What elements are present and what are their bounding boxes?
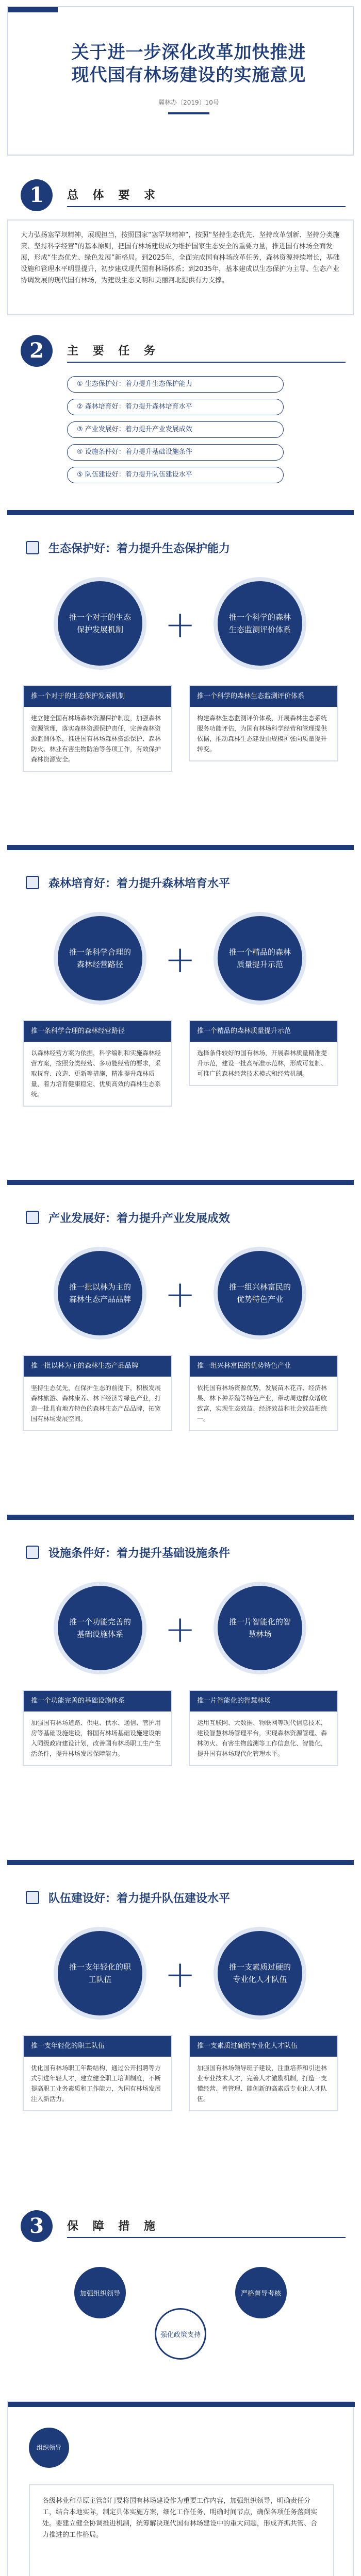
task-list-item: ④ 设施条件好：着力提升基础设施条件 — [67, 444, 284, 461]
card-heading: 推一个对于的生态保护发展机制 — [24, 686, 171, 707]
section-3-rule — [67, 2237, 346, 2238]
card-heading: 推一支年轻化的职工队伍 — [24, 2036, 171, 2057]
card-heading: 推一支素质过硬的专业化人才队伍 — [190, 2036, 337, 2057]
plus-icon: + — [165, 1273, 196, 1316]
measure-circle: 强化政策支持 — [155, 2308, 206, 2360]
task-3-card-right — [189, 1355, 338, 1431]
task-5-panel — [7, 1860, 354, 2179]
title-line-1: 关于进一步深化改革加快推进 — [71, 42, 306, 63]
task-1-card-left — [23, 685, 172, 772]
document-number: 冀林办〔2019〕10号 — [158, 99, 219, 106]
card-text: 加强国有林场领导班子建设，注重培养和引进林业专业技术人才，完善人才激励机制，打造一支懂经营、善管理、能创新的高素质专业化人才队伍。 — [197, 2064, 327, 2103]
task-2-card-right — [189, 1020, 338, 1086]
measure-circle: 加强组织领导 — [74, 2267, 126, 2318]
section-1-body: 大力弘扬塞罕坝精神，展现担当，按照国家“塞罕坝精神”，按照“坚持生态优先、坚持改革创新、坚持分类施策、坚持科学经营”的基本原则，把国有林场建设成为维护国家生态安全的重要力量，推进国有林场全面发展，形成“生态优先、绿色发展”新格局。到2025年，全面完成国有林场改革任务，森林资源持续增长，基础设施和管理水平明显提升，初步建成现代国有林场体系；到2035年，基本建成以生态保护为主导、生态产业协调发展的现代国有林场，为建设生态文明和美丽河北提供有力支撑。 — [21, 231, 340, 284]
section-3-title: 保 障 措 施 — [67, 2220, 160, 2233]
task-list-item: ① 生态保护好：着力提升生态保护能力 — [67, 376, 284, 393]
task-list-item: ③ 产业发展好：着力提升产业发展成效 — [67, 421, 284, 438]
card-heading: 推一个精品的森林质量提升示范 — [190, 1021, 337, 1042]
block-tag: 组织领导 — [29, 2428, 69, 2468]
section-1-title: 总 体 要 求 — [67, 189, 160, 202]
title-underline — [168, 112, 209, 114]
task-list — [67, 376, 284, 483]
card-heading: 推一组兴林富民的优势特色产业 — [190, 1356, 337, 1377]
plus-icon: + — [165, 603, 196, 646]
task-2-card-left — [23, 1020, 172, 1107]
plus-icon: + — [165, 1953, 196, 1996]
header-card — [7, 6, 354, 156]
task-4-top-bar — [7, 1515, 354, 1520]
section-1-number: 1 — [21, 179, 53, 211]
task-1-circle-left: 推一个对于的生态保护发展机制 — [54, 577, 146, 670]
card-heading: 推一个功能完善的基础设施体系 — [24, 1691, 171, 1711]
section-3-number: 3 — [21, 2210, 53, 2242]
task-1-top-bar — [7, 510, 354, 515]
people-icon — [26, 1891, 39, 1904]
task-3-card-left — [23, 1355, 172, 1431]
section-2-rule — [67, 362, 346, 363]
task-4-panel — [7, 1515, 354, 1834]
task-3-circle-right: 推一组兴林富民的优势特色产业 — [214, 1247, 306, 1340]
measure-circle: 严格督导考核 — [235, 2267, 287, 2318]
card-text: 建立健全国有林场森林资源保护制度，加强森林资源管理，落实森林资源保护责任，完善森林资源监测体系，推进国有林场森林资源保护、森林防火、林业有害生物防治等各项工作，有效保护森林资源安全。 — [31, 715, 161, 763]
task-list-item: ② 森林培育好：着力提升森林培育水平 — [67, 399, 284, 415]
task-5-title: 队伍建设好：着力提升队伍建设水平 — [48, 1892, 231, 1905]
task-5-circle-right: 推一支素质过硬的专业化人才队伍 — [214, 1927, 306, 2020]
task-5-card-left — [23, 2035, 172, 2111]
task-2-top-bar — [7, 845, 354, 850]
block-top-bar — [8, 2402, 355, 2407]
task-1-card-right — [189, 685, 338, 761]
section-1-box — [7, 219, 354, 315]
task-5-top-bar — [7, 1860, 354, 1865]
task-4-card-left — [23, 1690, 172, 1766]
measure-block-1 — [7, 2401, 354, 2576]
building-icon — [26, 1546, 39, 1559]
card-text: 加强国有林场道路、供电、供水、通信、管护用房等基础设施建设，将国有林场基础设施建设纳入同级政府建设计划，改善国有林场职工生产生活条件，提升林场发展保障能力。 — [31, 1719, 161, 1757]
task-4-card-right — [189, 1690, 338, 1766]
task-4-title: 设施条件好：着力提升基础设施条件 — [48, 1547, 231, 1560]
plus-icon: + — [165, 938, 196, 981]
card-heading: 推一条科学合理的森林经营路径 — [24, 1021, 171, 1042]
leaf-icon — [26, 541, 39, 554]
task-2-circle-right: 推一个精品的森林质量提升示范 — [214, 912, 306, 1005]
card-text: 选择条件较好的国有林场，开展森林质量精准提升示范，建设一批高标准示范林，形成可复制、可推广的森林经营技术模式和经营机制。 — [197, 1049, 327, 1077]
header-accent-bar — [8, 7, 58, 12]
card-text: 优化国有林场职工年龄结构，通过公开招聘等方式引进年轻人才，建立健全职工培训制度，不断提高职工业务素质和工作能力，为国有林场发展注入新活力。 — [31, 2064, 161, 2103]
card-text: 坚持生态优先，在保护生态的前提下，积极发展森林旅游、森林康养、林下经济等绿色产业，打造一批具有地方特色的森林生态产品品牌，拓宽国有林场发展空间。 — [31, 1384, 161, 1422]
document-title — [29, 41, 349, 87]
card-text: 以森林经营方案为依据，科学编制和实施森林经营方案，按照分类经营、多功能经营的要求，采取抚育、改造、更新等措施，精准提升森林质量，着力培育健康稳定、优质高效的森林生态系统。 — [31, 1049, 161, 1098]
card-heading: 推一片智能化的智慧林场 — [190, 1691, 337, 1711]
card-text: 运用互联网、大数据、物联网等现代信息技术，建设智慧林场管理平台，实现森林资源管理、森林防火、有害生物监测等工作信息化、智能化，提升国有林场现代化管理水平。 — [197, 1719, 327, 1757]
card-heading: 推一批以林为主的森林生态产品品牌 — [24, 1356, 171, 1377]
task-3-circle-left: 推一批以林为主的森林生态产品品牌 — [54, 1247, 146, 1340]
card-text: 依托国有林场资源优势，发展苗木花卉、经济林果、林下种养殖等特色产业，带动周边群众增收致富，实现生态效益、经济效益和社会效益相统一。 — [197, 1384, 327, 1422]
title-line-2: 现代国有林场建设的实施意见 — [71, 65, 306, 86]
task-3-top-bar — [7, 1180, 354, 1185]
section-2-number: 2 — [21, 335, 53, 367]
plus-icon: + — [165, 1607, 196, 1651]
task-3-title: 产业发展好：着力提升产业发展成效 — [48, 1212, 231, 1225]
task-4-circle-right: 推一片智能化的智慧林场 — [214, 1582, 306, 1674]
task-1-panel — [7, 510, 354, 819]
task-2-circle-left: 推一条科学合理的森林经营路径 — [54, 912, 146, 1005]
measures-diagram — [7, 2257, 354, 2375]
card-heading: 推一个科学的森林生态监测评价体系 — [190, 686, 337, 707]
task-2-title: 森林培育好：着力提升森林培育水平 — [48, 877, 231, 890]
task-5-card-right — [189, 2035, 338, 2111]
task-2-panel — [7, 845, 354, 1154]
tree-icon — [26, 876, 39, 889]
task-list-item: ⑤ 队伍建设好：着力提升队伍建设水平 — [67, 467, 284, 483]
task-3-panel — [7, 1180, 354, 1489]
block-text: 各级林业和草原主管部门要将国有林场建设作为重要工作内容，加强组织领导，明确责任分工，结合本地实际，制定具体实施方案，细化工作任务，明确时间节点，确保各项任务落到实处。要建立健全协调推进机制，统筹解决现代国有林场建设中的重大问题，形成齐抓共管、合力推进的工作格局。 — [42, 2497, 318, 2539]
block-text-box — [29, 2484, 334, 2576]
task-1-title: 生态保护好：着力提升生态保护能力 — [48, 543, 231, 555]
chart-icon — [26, 1211, 39, 1224]
task-4-circle-left: 推一个功能完善的基础设施体系 — [54, 1582, 146, 1674]
card-text: 构建森林生态监测评价体系，开展森林生态系统服务功能评估，为国有林场科学经营和管理提供依据，推动森林生态建设由规模扩张向质量提升转变。 — [197, 715, 327, 753]
section-1-rule — [67, 206, 346, 207]
section-2-title: 主 要 任 务 — [67, 345, 160, 358]
task-5-circle-left: 推一支年轻化的职工队伍 — [54, 1927, 146, 2020]
task-1-circle-right: 推一个科学的森林生态监测评价体系 — [214, 577, 306, 670]
